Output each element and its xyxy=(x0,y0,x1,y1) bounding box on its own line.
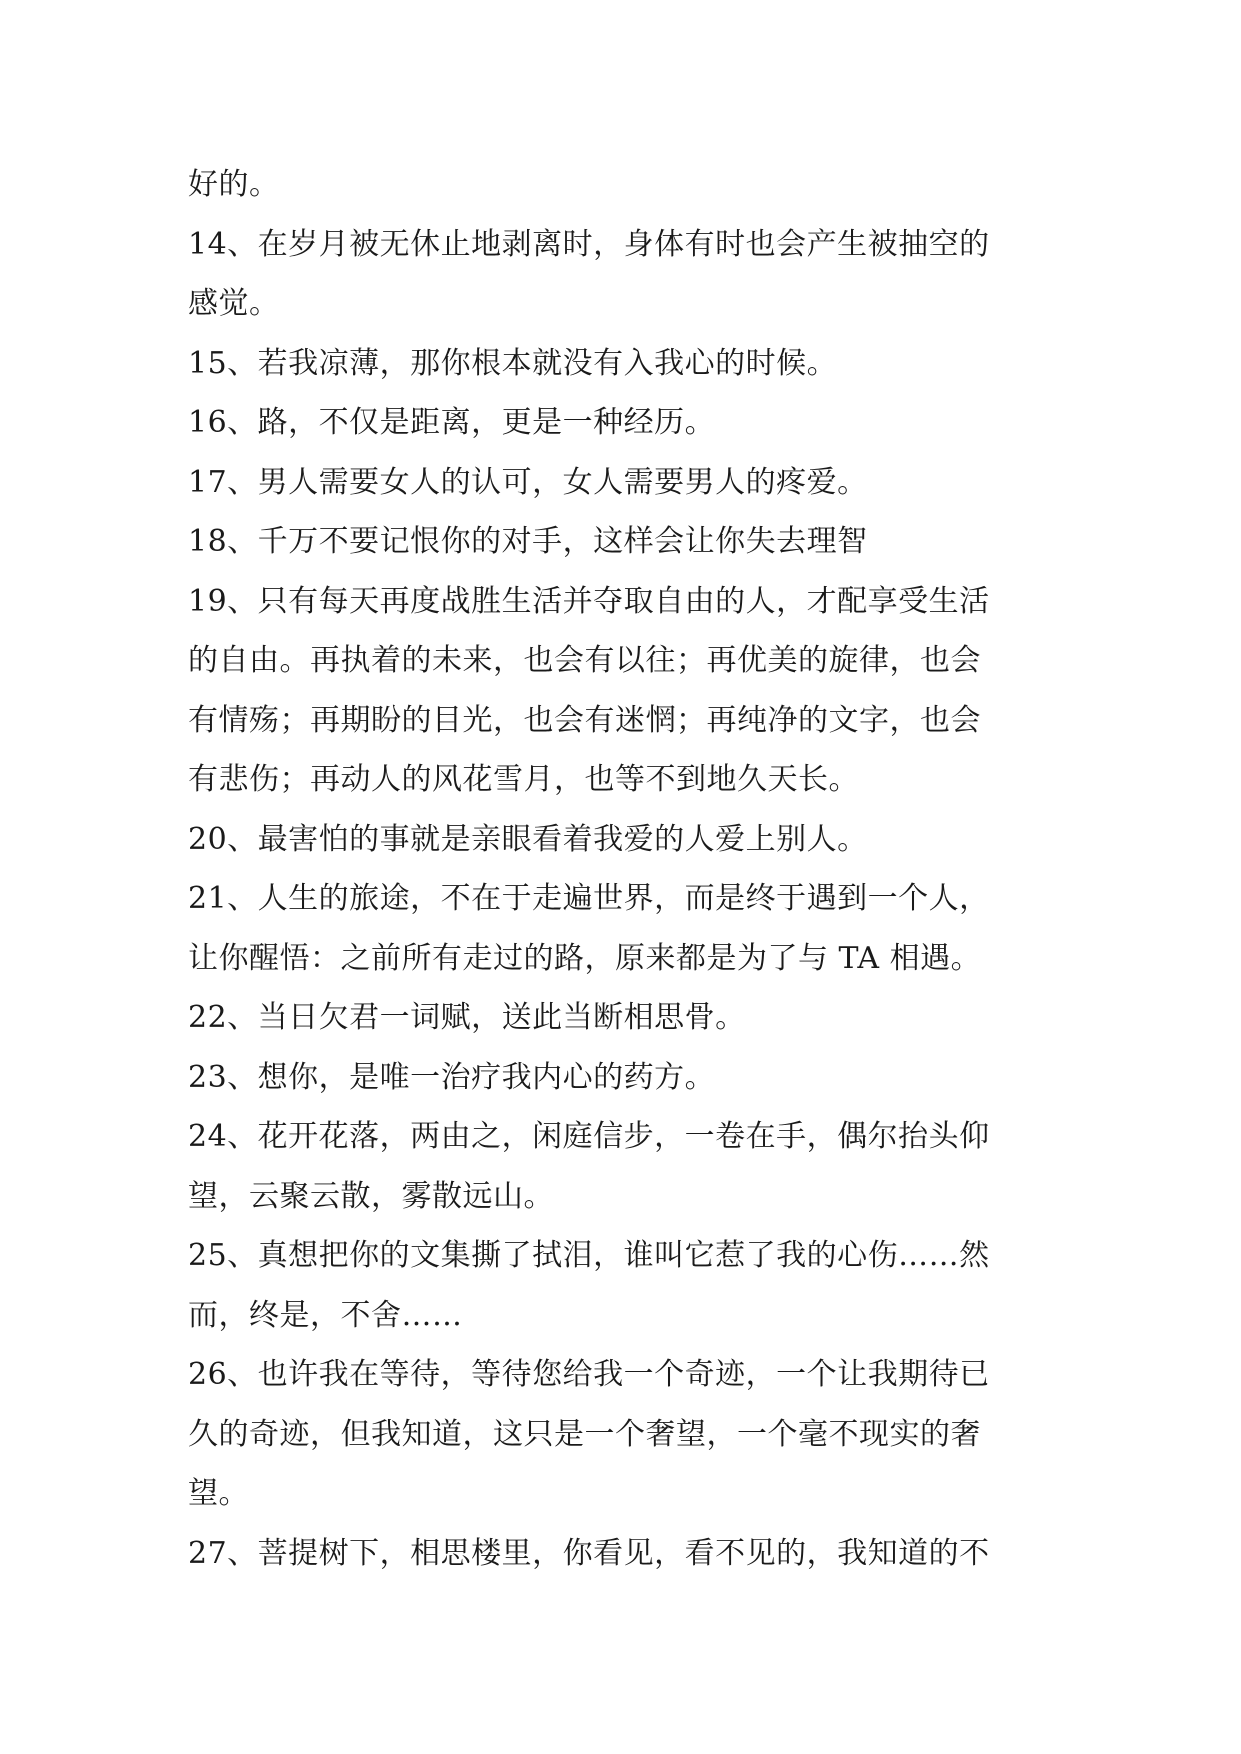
text-line: 23、想你，是唯一治疗我内心的药方。 xyxy=(188,1059,716,1095)
text-line: 14、在岁月被无休止地剥离时，身体有时也会产生被抽空的 xyxy=(188,226,990,262)
text-line: 26、也许我在等待，等待您给我一个奇迹，一个让我期待已 xyxy=(188,1357,990,1392)
text-line: 20、最害怕的事就是亲眼看着我爱的人爱上别人。 xyxy=(188,821,868,857)
text-line: 18、千万不要记恨你的对手，这样会让你失去理智 xyxy=(188,524,868,559)
text-line: 让你醒悟：之前所有走过的路，原来都是为了与 TA 相遇。 xyxy=(188,940,982,976)
text-line: 22、当日欠君一词赋，送此当断相思骨。 xyxy=(188,1000,746,1035)
document-body xyxy=(188,155,1068,1583)
text-line: 久的奇迹，但我知道，这只是一个奢望，一个毫不现实的奢 xyxy=(188,1416,981,1452)
text-line: 望，云聚云散，雾散远山。 xyxy=(188,1178,554,1214)
text-line: 21、人生的旅途，不在于走遍世界，而是终于遇到一个人， xyxy=(188,881,990,916)
text-line: 17、男人需要女人的认可，女人需要男人的疼爱。 xyxy=(188,464,868,500)
text-line: 15、若我凉薄，那你根本就没有入我心的时候。 xyxy=(188,345,838,381)
text-line: 好的。 xyxy=(188,167,280,202)
text-line: 16、路，不仅是距离，更是一种经历。 xyxy=(188,405,716,440)
text-line: 而，终是，不舍…… xyxy=(188,1297,463,1333)
text-line: 望。 xyxy=(188,1476,249,1511)
text-line: 的自由。再执着的未来，也会有以往；再优美的旋律，也会 xyxy=(188,643,981,678)
text-line: 感觉。 xyxy=(188,286,280,321)
text-line: 24、花开花落，两由之，闲庭信步，一卷在手，偶尔抬头仰 xyxy=(188,1119,990,1154)
text-line: 有悲伤；再动人的风花雪月，也等不到地久天长。 xyxy=(188,762,859,797)
text-line: 25、真想把你的文集撕了拭泪，谁叫它惹了我的心伤……然 xyxy=(188,1238,990,1273)
text-line: 19、只有每天再度战胜生活并夺取自由的人，才配享受生活 xyxy=(188,583,990,619)
text-line: 27、菩提树下，相思楼里，你看见，看不见的，我知道的不 xyxy=(188,1535,990,1571)
text-line: 有情殇；再期盼的目光，也会有迷惘；再纯净的文字，也会 xyxy=(188,702,981,738)
